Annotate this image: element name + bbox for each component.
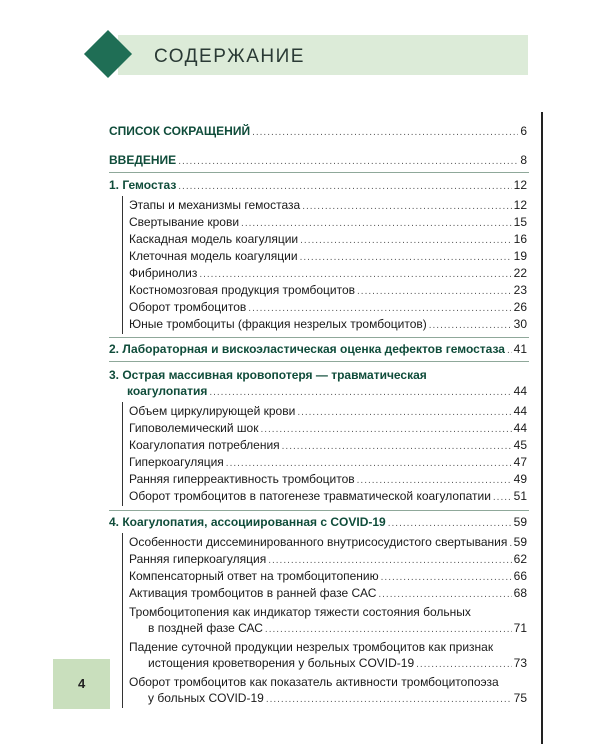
dot-leader (300, 251, 512, 265)
toc-entry-title: 4. Коагулопатия, ассоциированная с COVID-19 (109, 515, 386, 529)
toc-item-title: Оборот тромбоцитов (129, 300, 247, 314)
toc-item[interactable] (129, 283, 527, 299)
toc-item-page: 68 (513, 586, 527, 600)
toc-item-title: Костномозговая продукция тромбоцитов (129, 283, 356, 297)
toc-item[interactable] (129, 421, 527, 437)
toc-item-page: 45 (513, 438, 527, 452)
dot-leader (357, 474, 512, 488)
toc-item-title: Оборот тромбоцитов в патогенезе травматической коагулопатии (129, 489, 491, 503)
toc-item-title: Юные тромбоциты (фракция незрелых тромбоцитов) (129, 317, 427, 331)
dot-leader (260, 423, 511, 437)
dot-leader (302, 200, 511, 214)
toc-entry-title: СПИСОК СОКРАЩЕНИЙ (109, 124, 251, 138)
chapter-3-bar (122, 402, 123, 506)
toc-entry-title: 2. Лабораторная и вискоэластическая оценка дефектов гемостаза (109, 342, 505, 356)
dot-leader (266, 693, 512, 707)
toc-item-title: Особенности диссеминированного внутрисосудистого свертывания (129, 535, 508, 549)
toc-item-title: в поздней фазе САС (148, 621, 263, 635)
toc-item[interactable] (129, 215, 527, 231)
toc-item[interactable] (148, 691, 527, 707)
toc-item-page: 51 (513, 489, 527, 503)
dot-leader (252, 126, 518, 140)
toc-item[interactable] (129, 198, 527, 214)
toc-entry-page: 8 (520, 153, 527, 167)
toc-item[interactable] (129, 317, 527, 333)
toc-item-line1: Падение суточной продукции незрелых тромбоцитов как признак (129, 640, 494, 654)
toc-item-page: 30 (513, 317, 527, 331)
dot-leader (209, 386, 511, 400)
toc-entry-page: 41 (513, 342, 527, 356)
toc-item-title: Активация тромбоцитов в ранней фазе САС (129, 586, 377, 600)
dot-leader (509, 537, 511, 551)
toc-item-page: 23 (513, 283, 527, 297)
toc-item-title: Свертывание крови (129, 215, 240, 229)
toc-item[interactable] (129, 249, 527, 265)
chapter-1-bar (122, 196, 123, 334)
dot-leader (378, 588, 511, 602)
toc-item-page: 15 (513, 215, 527, 229)
toc-item-page: 44 (513, 404, 527, 418)
toc-item[interactable] (129, 552, 527, 568)
dot-leader (493, 491, 512, 505)
toc-entry-abbr[interactable] (109, 124, 527, 140)
section-divider (109, 510, 529, 511)
dot-leader (416, 658, 511, 672)
toc-item-title: Этапы и механизмы гемостаза (129, 198, 301, 212)
dot-leader (241, 217, 512, 231)
toc-chapter-4[interactable] (109, 515, 527, 531)
toc-entry-title: ВВЕДЕНИЕ (109, 153, 177, 167)
toc-entry-title: 1. Гемостаз (109, 178, 177, 192)
toc-entry-title: коагулопатия (127, 384, 208, 398)
toc-item[interactable] (129, 266, 527, 282)
dot-leader (300, 234, 512, 248)
toc-item-page: 73 (513, 656, 527, 670)
toc-item-page: 26 (513, 300, 527, 314)
toc-item-title: Клеточная модель коагуляции (129, 249, 298, 263)
toc-item-page: 66 (513, 569, 527, 583)
page-title: СОДЕРЖАНИЕ (154, 46, 305, 67)
toc-item-title: Гиповолемический шок (129, 421, 259, 435)
toc-item-title: Каскадная модель коагуляции (129, 232, 299, 246)
toc-item-page: 47 (513, 455, 527, 469)
dot-leader (507, 344, 512, 358)
toc-item-page: 71 (513, 621, 527, 635)
dot-leader (268, 554, 511, 568)
dot-leader (429, 319, 512, 333)
toc-item-title: Ранняя гиперреактивность тромбоцитов (129, 472, 355, 486)
toc-item-page: 19 (513, 249, 527, 263)
toc-item-title: Фибринолиз (129, 266, 198, 280)
toc-item-page: 22 (513, 266, 527, 280)
section-divider (109, 361, 529, 362)
dot-leader (282, 440, 512, 454)
toc-item[interactable] (129, 569, 527, 585)
toc-item-page: 59 (513, 535, 527, 549)
toc-item-title: истощения кроветворения у больных COVID-19 (148, 656, 415, 670)
page-number: 4 (78, 676, 86, 691)
section-divider (109, 337, 529, 338)
dot-leader (388, 517, 512, 531)
section-divider (109, 172, 529, 173)
dot-leader (265, 623, 512, 637)
dot-leader (178, 155, 518, 169)
toc-item-title: у больных COVID-19 (148, 691, 264, 705)
toc-item[interactable] (129, 535, 527, 551)
chapter-4-bar (122, 533, 123, 708)
toc-entry-page: 44 (513, 384, 527, 398)
toc-chapter-3[interactable] (127, 384, 527, 400)
toc-entry-page: 12 (513, 178, 527, 192)
dot-leader (226, 457, 512, 471)
dot-leader (381, 571, 512, 585)
toc-item-title: Коагулопатия потребления (129, 438, 280, 452)
toc-item-title: Объем циркулирующей крови (129, 404, 296, 418)
toc-entry-intro[interactable] (109, 153, 527, 169)
toc-item[interactable] (129, 472, 527, 488)
toc-item[interactable] (129, 586, 527, 602)
toc-item[interactable] (129, 404, 527, 420)
toc-item[interactable] (129, 300, 527, 316)
toc-item-line1: Оборот тромбоцитов как показатель активности тромбоцитопоэза (129, 675, 499, 689)
toc-item[interactable] (129, 455, 527, 471)
toc-item[interactable] (148, 656, 527, 672)
toc-item-page: 49 (513, 472, 527, 486)
toc-item-page: 75 (513, 691, 527, 705)
toc-item-line1: Тромбоцитопения как индикатор тяжести состояния больных (129, 605, 471, 619)
toc-chapter-2[interactable] (109, 342, 527, 358)
dot-leader (178, 180, 511, 194)
toc-item[interactable] (129, 438, 527, 454)
toc-item-title: Ранняя гиперкоагуляция (129, 552, 267, 566)
toc-item-page: 44 (513, 421, 527, 435)
toc-entry-page: 6 (520, 124, 527, 138)
dot-leader (248, 302, 511, 316)
toc-item[interactable] (148, 621, 527, 637)
toc-entry-page: 59 (513, 515, 527, 529)
dot-leader (297, 406, 511, 420)
toc-item-page: 62 (513, 552, 527, 566)
toc-item-page: 12 (513, 198, 527, 212)
toc-item-title: Гиперкоагуляция (129, 455, 224, 469)
toc-item-title: Компенсаторный ответ на тромбоцитопению (129, 569, 379, 583)
toc-chapter-1[interactable] (109, 178, 527, 194)
toc-chapter-3-line1: 3. Острая массивная кровопотеря — травматическая (109, 368, 427, 382)
right-edge-line (541, 112, 543, 744)
toc-item[interactable] (129, 489, 527, 505)
toc-item[interactable] (129, 232, 527, 248)
dot-leader (199, 268, 511, 282)
dot-leader (357, 285, 512, 299)
toc-item-page: 16 (513, 232, 527, 246)
